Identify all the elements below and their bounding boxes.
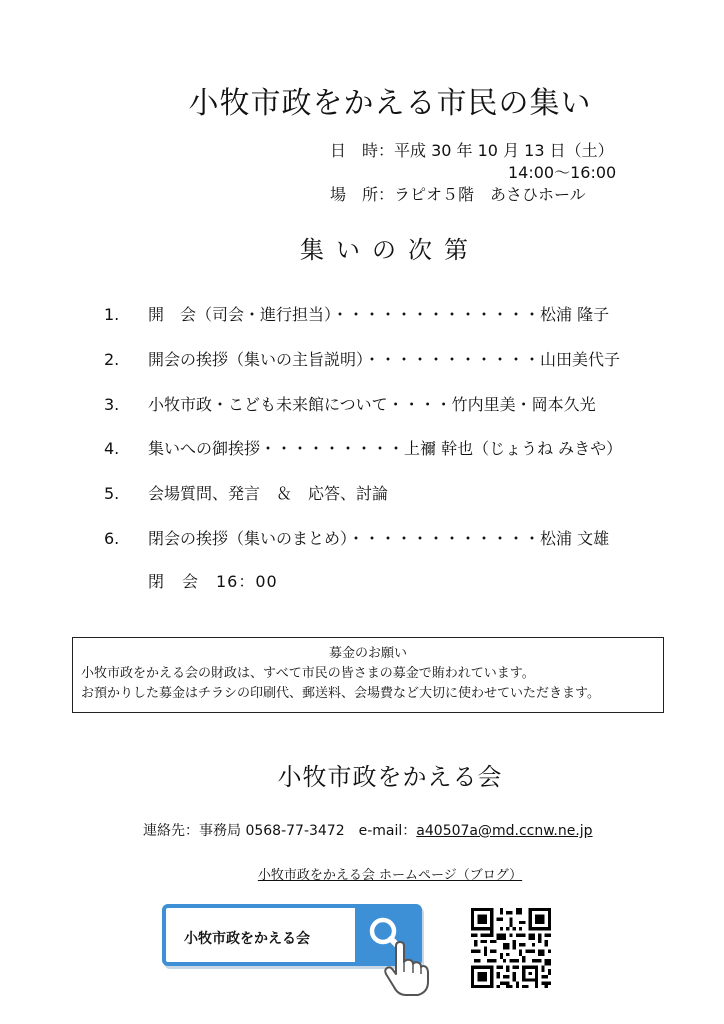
program-item bbox=[104, 347, 620, 370]
program-item-number: 5. bbox=[104, 484, 120, 503]
program-item bbox=[104, 392, 596, 415]
program-title: 集いの次第 bbox=[300, 236, 480, 264]
search-text: 小牧市政をかえる会 bbox=[184, 931, 310, 947]
closing-line: 閉 会 16：00 bbox=[148, 572, 278, 591]
homepage-caption bbox=[0, 864, 724, 883]
email-link[interactable]: a40507a@md.ccnw.ne.jp bbox=[416, 823, 593, 839]
contact-label: 連絡先：事務局 0568-77-3472 e-mail： bbox=[143, 823, 417, 839]
program-item-text: 集いへの御挨拶・・・・・・・・・上禰 幹也（じょうね みきや） bbox=[148, 439, 623, 458]
program-item-text: 開 会（司会・進行担当）・・・・・・・・・・・・・松浦 隆子 bbox=[148, 305, 610, 324]
program-item bbox=[104, 436, 622, 459]
program-item-number: 6. bbox=[104, 529, 120, 548]
program-item-text: 閉会の挨拶（集いのまとめ）・・・・・・・・・・・・松浦 文雄 bbox=[148, 529, 610, 548]
notice-title: 募金のお願い bbox=[328, 646, 407, 661]
event-time: 14:00〜16:00 bbox=[508, 163, 617, 182]
program-item-number: 1. bbox=[104, 305, 120, 324]
event-info bbox=[330, 140, 616, 206]
program-item bbox=[104, 302, 609, 325]
donation-notice bbox=[72, 637, 664, 713]
program-item-number: 4. bbox=[104, 439, 120, 458]
organization-name: 小牧市政をかえる会 bbox=[277, 763, 503, 791]
event-date: 日 時：平成 30 年 10 月 13 日（土） bbox=[330, 141, 614, 160]
program-item-number: 2. bbox=[104, 350, 120, 369]
event-place: 場 所：ラピオ５階 あさひホール bbox=[330, 185, 586, 204]
homepage-link[interactable]: 小牧市政をかえる会 ホームページ（ブログ） bbox=[257, 868, 523, 883]
program-item-number: 3. bbox=[104, 395, 120, 414]
qr-code bbox=[471, 908, 551, 988]
program-item-text: 開会の挨拶（集いの主旨説明）・・・・・・・・・・・山田美代子 bbox=[148, 350, 621, 369]
page-title: 小牧市政をかえる市民の集い bbox=[188, 86, 592, 121]
notice-line: 小牧市政をかえる会の財政は、すべて市民の皆さまの募金で賄われています。 bbox=[81, 666, 535, 681]
program-item bbox=[104, 526, 609, 549]
program-item bbox=[104, 481, 388, 504]
notice-line: お預かりした募金はチラシの印刷代、郵送料、会場費など大切に使わせていただきます。 bbox=[81, 686, 600, 701]
contact-info bbox=[143, 820, 593, 840]
pointing-hand-icon bbox=[382, 940, 430, 998]
program-item-text: 小牧市政・こども未来館について・・・・竹内里美・岡本久光 bbox=[148, 395, 596, 414]
program-item-text: 会場質問、発言 ＆ 応答、討論 bbox=[148, 484, 389, 503]
